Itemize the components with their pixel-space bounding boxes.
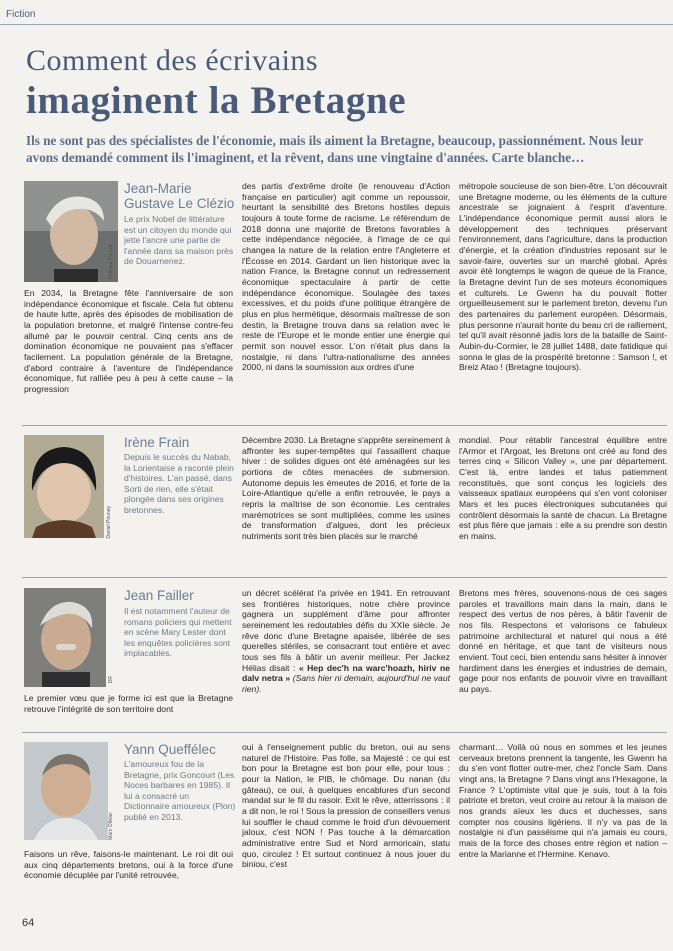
author-name-2: Irène Frain <box>124 435 190 450</box>
author-name-3: Jean Failler <box>124 588 194 603</box>
author-photo-queffelec <box>24 742 108 840</box>
photo-credit-4: Marc Ollivier <box>108 812 114 840</box>
author-name-1: Jean-Marie Gustave Le Clézio <box>124 181 235 211</box>
text-intro-1: En 2034, la Bretagne fête l'anniversaire de son indépendance économique et fiscale. Cela fut obtenu de haute lutte, après des épisodes de mobilisation de la population bretonne, et malgré l'intense contre-feu allumé par le pouvoir central. Cinq cents ans de domination économique ne pouvaient pas s'effacer facilement. La population générale de la Bretagne, d'abord contraire à l'aventure de l'indépendance économique, fut ralliée peu à peu à cette cause – la progression <box>24 288 233 394</box>
text-intro-4: Faisons un rêve, faisons-le maintenant. Le roi dit oui aux cinq départements bretons, oui à la force d'une économie décuplée par l'unité retrouvée, <box>24 849 233 881</box>
photo-credit-2: Daniel Pouney <box>106 506 112 539</box>
text-col2-3-a: un décret scélérat l'a privée en 1941. En retrouvant ses frontières historiques, notre chère province gagnera un supplément d'âme pour affronter sereinement les redoutables défis du XXIe siècle. Je rêve donc d'une Bretagne apaisée, libérée de ses querelles stériles, se consacrant tout entière et avec tous ses fils à bâtir un avenir meilleur. Per Jackez Hélias disait : <box>242 588 450 673</box>
text-col2-3 <box>242 588 450 695</box>
text-intro-3: Le premier vœu que je forme ici est que la Bretagne retrouve l'intégrité de son territoire dont <box>24 693 233 714</box>
page-number: 64 <box>22 917 35 929</box>
text-col3-3: Bretons mes frères, souvenons-nous de ces sages paroles et travaillons main dans la main, dans le respect des vertus de nos pères, à bâtir l'avenir de nos fils. Respectons et valorisons ce fabuleux patrimoine architectural et naturel qui nous a été donné en héritage, et que tant de visiteurs nous envient. Tout ceci, bien entendu sans hésiter à innover hardiment dans les énergies et industries de demain, gage pour nos enfants de pouvoir vivre en travaillant au pays. <box>459 588 667 694</box>
author-name-4: Yann Queffélec <box>124 742 216 757</box>
section-label: Fiction <box>6 9 36 20</box>
text-col2-1: des partis d'extrême droite (le renouveau d'Action française en particulier) agit comme un repoussoir, heurtant la sensibilité des Bretons hostiles depuis toujours à toute forme de racisme. Le référendum de 2018 donna une majorité de Bretons favorables à cette indépendance négociée, à l'image de ce qui changea la nature de la relation entre l'Angleterre et l'Écosse en 2014. Gardant un lien historique avec la nation France, la Bretagne connut un redressement économique spectaculaire à partir de cette indépendance économique. Soulagée des taxes excessives, et du poids d'une politique étrangère de plus en plus hermétique, désormais maîtresse de son destin, la Bretagne trouva dans sa relation avec le reste de l'Europe et le monde entier une énergie qui permit son nouvel essor. L'on n'était plus dans la nostalgie, ni dans l'ultra-nationalisme des années 2000, ni dans la soumission aux ordres d'une <box>242 181 450 373</box>
author-bio-4: L'amoureux fou de la Bretagne, prix Goncourt (Les Noces barbares en 1985). Il lui a consacré un Dictionnaire amoureux (Plon) publié en 2013. <box>124 759 236 822</box>
author-photo-leclezio <box>24 181 118 282</box>
author-divider-3 <box>22 732 667 733</box>
title-line-2: imaginent la Bretagne <box>26 79 407 122</box>
author-divider-2 <box>22 577 667 578</box>
author-photo-failler <box>24 588 106 687</box>
text-col3-2: mondial. Pour rétablir l'ancestral équilibre entre l'Armor et l'Argoat, les Bretons ont créé au fond des terres cinq « Silicon Valley », une par département. C'est là, entre landes et talus patiemment reconstitués, que sont conçus les logiciels des vaisseaux spatiaux européens qui s'en vont coloniser Mars et les puces électroniques subcutanées qui contrôlent désormais la santé de chacun. La Bretagne est plus fière que jamais : elle a su prendre son destin en mains. <box>459 435 667 541</box>
breton-proverb: « Hep dec'h na warc'hoazh, hiriv ne dalv netra » <box>242 662 450 684</box>
photo-credit-3: DR <box>108 676 114 684</box>
text-col2-2: Décembre 2030. La Bretagne s'apprête sereinement à affronter les super-tempêtes qui l'assaillent chaque hiver : de solides digues ont été aménagées sur les portions de côtes menacées de submersion. Autonome depuis les émeutes de 2016, et forte de la Loire-Atlantique qu'elle a enfin retrouvée, le pays a repris la maîtrise de son économie. Les centrales marémotrices se sont multipliées, comme les usines de transformation d'algues, dont les précieux nutriments sont très bien placés sur le marché <box>242 435 450 541</box>
lead-paragraph: Ils ne sont pas des spécialistes de l'économie, mais ils aiment la Bretagne, beaucoup, passionnément. Nous leur avons demandé comment ils l'imaginent, et la rêvent, dans une vingtaine d'années. Carte blanche… <box>26 133 644 165</box>
author-bio-2: Depuis le succès du Nabab, la Lorientaise a raconté plein d'histoires. L'an passé, dans Sorti de rien, elle s'était plongée dans ses origines bretonnes. <box>124 452 234 515</box>
title-line-1: Comment des écrivains <box>26 44 319 77</box>
proverb-translation: (Sans hier ni demain, aujourd'hui ne vaut rien). <box>242 673 451 694</box>
text-col3-1: métropole soucieuse de son bien-être. L'on découvrait une Bretagne moderne, ou les éléments de la culture ancestrale se joignaient à l'esprit d'aventure. L'indépendance économique permit aussi alors le développement des techniques préservant l'environnement, dans l'agriculture, dans la production d'énergie, et la création d'industries reposant sur le savoir-faire, ouvertes sur un marché global. Après avoir été longtemps le wagon de queue de la France, la Bretagne devint l'un de ses moteurs économiques et culturels. Le Gwenn ha du pouvait flotter orgueilleusement sur le parlement breton, devenu l'un des partenaires du parlement européen. Désormais, plus personne n'aurait honte du beau cri de ralliement, tel qu'il avait résonné jadis lors de la bataille de Saint-Aubin-du-Cormier, le 28 juillet 1488, date fatidique qui sonna le glas de la prospérité bretonne : Samson !, et Breiz Atao ! (Bretagne toujours). <box>459 181 667 373</box>
author-bio-3: Il est notamment l'auteur de romans policiers qui mettent en scène Mary Lester dont les enquêtes policières sont implacables. <box>124 606 232 659</box>
text-col3-4: charmant… Voilà où nous en sommes et les jeunes cerveaux bretons prennent la tangente, les Gwenn ha du s'en vont flotter outre-mer, chez l'oncle Sam. Dans vingt ans, la Bretagne ? Dans vingt ans l'Hexagone, la France ? L'optimiste vital que je suis, tout à la fois patriote et breton, veut croire au retour à la maison de nos grands aïeux les ducs et duchesses, sans compter nos cousins ligériens. Il n'y va pas de la nostalgie ni d'un passéisme qui n'a jamais eu cours, mais de la force des choses entre région et nation – entre la Marianne et l'Hermine. Kenavo. <box>459 742 667 859</box>
author-bio-1: Le prix Nobel de littérature est un citoyen du monde qui jette l'ancre une partie de l'année dans sa maison près de Douarnenez. <box>124 214 234 267</box>
header-rule <box>0 24 673 25</box>
photo-credit-1: Philippe Porrod <box>108 245 114 280</box>
author-photo-frain <box>24 435 104 538</box>
author-divider-1 <box>22 425 667 426</box>
text-col2-4: oui à l'enseignement public du breton, oui au sens naturel de l'Histoire. Pas folle, sa Majesté : ce qui est bon pour la Bretagne est bon pour elle, pour tous : pour la Nation, le PIB, le chômage. Du nanan (du gâteau), ce oui, à quelques encablures d'un second mandat sur le fil du rasoir. Exit le rêve, atterrissons : il a dit non, le roi ! Sous la pression de conseillers venus lui souffler le chaud comme le froid d'un dévouement jaloux, c'est NON ! Pas touche à la démarcation administrative entre Sud et Nord armoricain, statu quo, circulez ! Et surtout continuez à nous jouer du biniou, c'est <box>242 742 450 870</box>
